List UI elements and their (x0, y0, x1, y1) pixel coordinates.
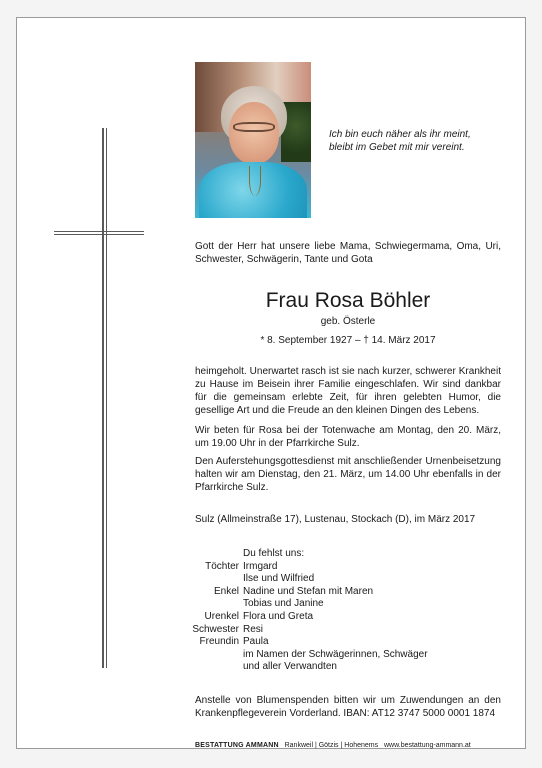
photo-face (229, 102, 279, 164)
cross-horizontal-line (54, 234, 144, 235)
mourner-relation: Töchter (205, 560, 239, 572)
mourner-relation (157, 649, 243, 662)
mourner-row (157, 573, 428, 586)
mourner-relation: Enkel (213, 585, 239, 597)
cross-vertical-line (102, 128, 104, 668)
quote-line: bleibt im Gebet mit mir vereint. (329, 142, 465, 153)
place-date: Sulz (Allmeinstraße 17), Lustenau, Stockach (D), im März 2017 (195, 514, 476, 525)
mourner-relation (157, 598, 243, 611)
quote-line: Ich bin euch näher als ihr meint, (329, 129, 471, 140)
mourner-relation (157, 548, 243, 561)
cross-horizontal-line (54, 231, 144, 232)
mourner-row (157, 624, 428, 637)
life-dates: * 8. September 1927 – † 14. März 2017 (260, 335, 436, 346)
mourner-relation: Freundin (199, 636, 239, 648)
mourner-row (157, 548, 428, 561)
cross-vertical-line (106, 128, 107, 668)
mourner-names: Nadine und Stefan mit Maren (243, 585, 374, 597)
footer-locations: Rankweil | Götzis | Hohenems (284, 742, 379, 749)
mourner-names: und aller Verwandten (243, 661, 337, 673)
birth-name: geb. Österle (320, 316, 376, 327)
mourner-names: Paula (243, 636, 269, 648)
mourner-relation: Schwester (192, 623, 239, 635)
photo-glasses (233, 122, 275, 132)
mourner-row (157, 636, 428, 649)
mourner-row (157, 561, 428, 574)
footer-brand: BESTATTUNG AMMANN (195, 742, 279, 749)
mourner-names: Flora und Greta (243, 610, 314, 622)
paragraph-wake: Wir beten für Rosa bei der Totenwache am Montag, den 20. März, um 19.00 Uhr in der Pfarrkirche Sulz. (195, 425, 501, 449)
intro-text: Gott der Herr hat unsere liebe Mama, Schwiegermama, Oma, Uri, Schwester, Schwägerin, Tante und Gota (195, 241, 501, 265)
mourner-relation (157, 573, 243, 586)
mourner-row (157, 598, 428, 611)
donation-note: Anstelle von Blumenspenden bitten wir um Zuwendungen an den Krankenpflegeverein Vorderland. IBAN: AT12 3747 5000 0001 1874 (195, 695, 501, 719)
mourner-names: Du fehlst uns: (243, 548, 305, 559)
quote (329, 128, 519, 154)
mourner-names: Ilse und Wilfried (243, 573, 315, 585)
portrait-photo (195, 62, 311, 218)
mourner-names: im Namen der Schwägerinnen, Schwäger (243, 648, 428, 660)
mourner-names: Resi (243, 623, 264, 635)
mourner-relation: Urenkel (204, 610, 239, 622)
paragraph-service: Den Auferstehungsgottesdienst mit anschließender Urnenbeisetzung halten wir am Dienstag, den 21. März, um 14.00 Uhr ebenfalls in der Pfarrkirche Sulz. (195, 456, 501, 493)
footer (195, 741, 471, 750)
mourner-row (157, 649, 428, 662)
mourner-names: Tobias und Janine (243, 598, 324, 610)
mourner-relation (157, 661, 243, 674)
deceased-name: Frau Rosa Böhler (265, 289, 431, 312)
obituary-card (16, 17, 526, 749)
footer-website[interactable]: www.bestattung-ammann.at (383, 742, 471, 749)
mourner-row (157, 661, 428, 674)
paragraph-passing: heimgeholt. Unerwartet rasch ist sie nach kurzer, schwerer Krankheit zu Hause im Beisein ihrer Familie eingeschlafen. Wir sind dankbar für die gemeinsam erlebte Zeit, für ihren gelebten Humor, die gesellige Art und die Freude an den kleinen Dingen des Lebens. (195, 366, 501, 416)
mourners-list (157, 548, 428, 674)
mourner-row (157, 611, 428, 624)
photo-necklace (249, 166, 261, 196)
mourner-row (157, 586, 428, 599)
mourner-names: Irmgard (243, 560, 278, 572)
